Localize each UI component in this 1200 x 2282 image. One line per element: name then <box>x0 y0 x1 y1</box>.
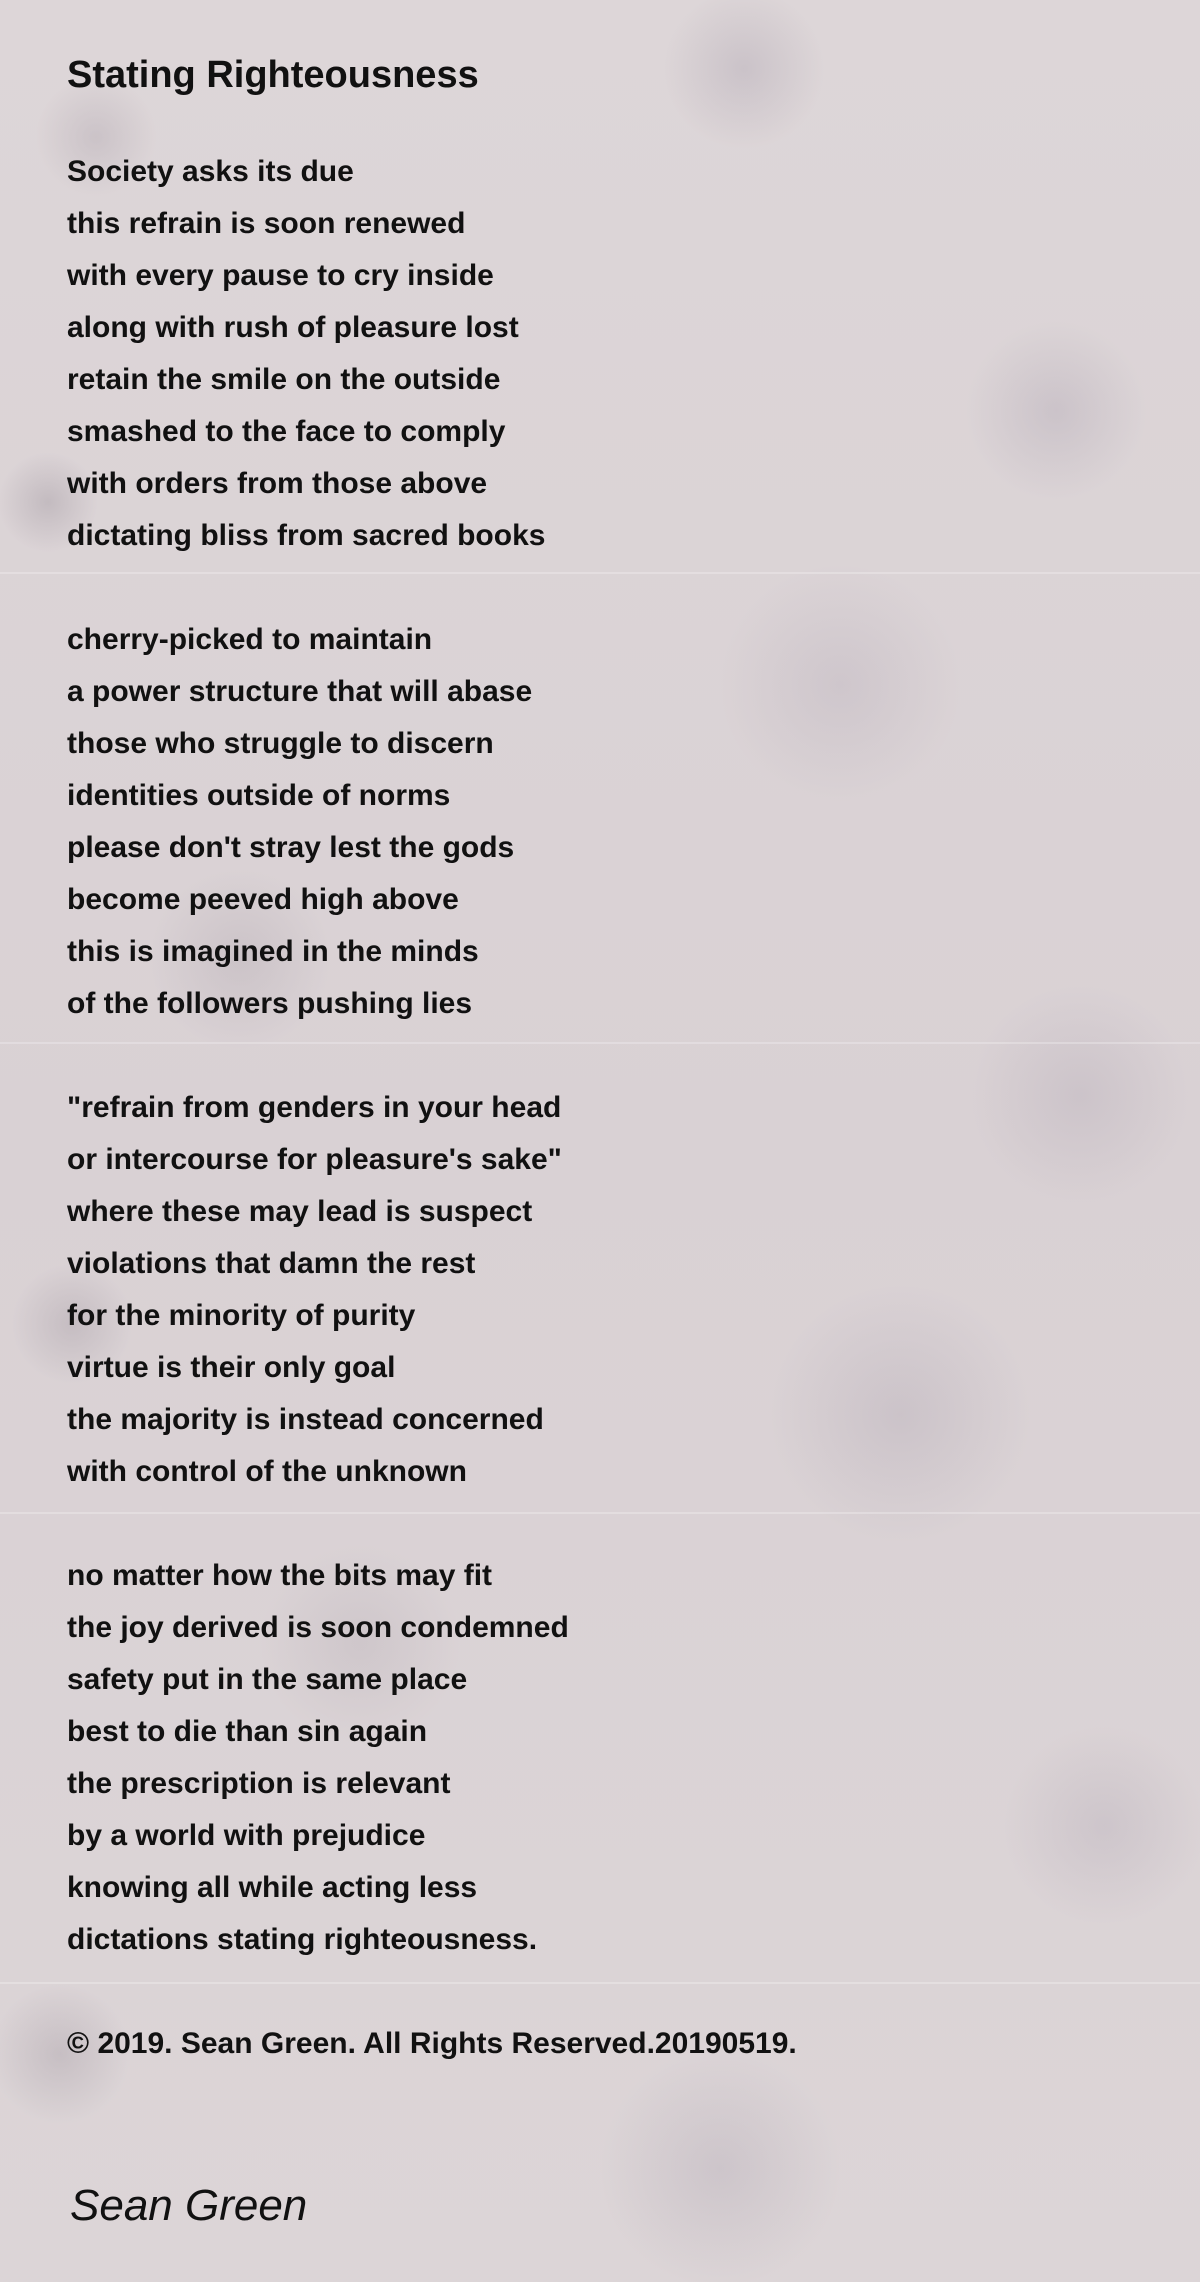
stanza-4 <box>67 1550 1127 1966</box>
author-signature: Sean Green <box>70 2181 308 2230</box>
poem-line: retain the smile on the outside <box>67 363 501 396</box>
poem-line: best to die than sin again <box>67 1715 428 1748</box>
poem-line: virtue is their only goal <box>67 1351 396 1384</box>
poem-line: by a world with prejudice <box>67 1819 426 1852</box>
copyright-notice: © 2019. Sean Green. All Rights Reserved.20190519. <box>67 2027 797 2060</box>
poem-line: with orders from those above <box>67 467 488 500</box>
poem-line: dictations stating righteousness. <box>67 1923 538 1956</box>
poem-page <box>67 50 1127 2070</box>
poem-title: Stating Righteousness <box>67 54 479 96</box>
poem-line: with every pause to cry inside <box>67 259 494 292</box>
poem-line: dictating bliss from sacred books <box>67 519 546 552</box>
poem-line: the majority is instead concerned <box>67 1403 544 1436</box>
poem-line: please don't stray lest the gods <box>67 831 515 864</box>
poem-line: cherry-picked to maintain <box>67 623 433 656</box>
poem-line: a power structure that will abase <box>67 675 533 708</box>
poem-line: become peeved high above <box>67 883 459 916</box>
poem-line: those who struggle to discern <box>67 727 494 760</box>
stanza-3 <box>67 1082 1127 1498</box>
stanza-1 <box>67 146 1127 562</box>
poem-line: identities outside of norms <box>67 779 451 812</box>
poem-line: Society asks its due <box>67 155 354 188</box>
poem-line: the prescription is relevant <box>67 1767 451 1800</box>
poem-line: knowing all while acting less <box>67 1871 478 1904</box>
poem-line: where these may lead is suspect <box>67 1195 533 1228</box>
poem-line: of the followers pushing lies <box>67 987 473 1020</box>
poem-line: safety put in the same place <box>67 1663 468 1696</box>
poem-line: no matter how the bits may fit <box>67 1559 493 1592</box>
poem-line: with control of the unknown <box>67 1455 467 1488</box>
poem-line: smashed to the face to comply <box>67 415 506 448</box>
poem-line: for the minority of purity <box>67 1299 416 1332</box>
poem-line: "refrain from genders in your head <box>67 1091 562 1124</box>
poem-line: violations that damn the rest <box>67 1247 476 1280</box>
poem-line: this refrain is soon renewed <box>67 207 466 240</box>
poem-line: or intercourse for pleasure's sake" <box>67 1143 562 1176</box>
stanza-2 <box>67 614 1127 1030</box>
poem-line: along with rush of pleasure lost <box>67 311 519 344</box>
poem-line: the joy derived is soon condemned <box>67 1611 569 1644</box>
poem-line: this is imagined in the minds <box>67 935 479 968</box>
